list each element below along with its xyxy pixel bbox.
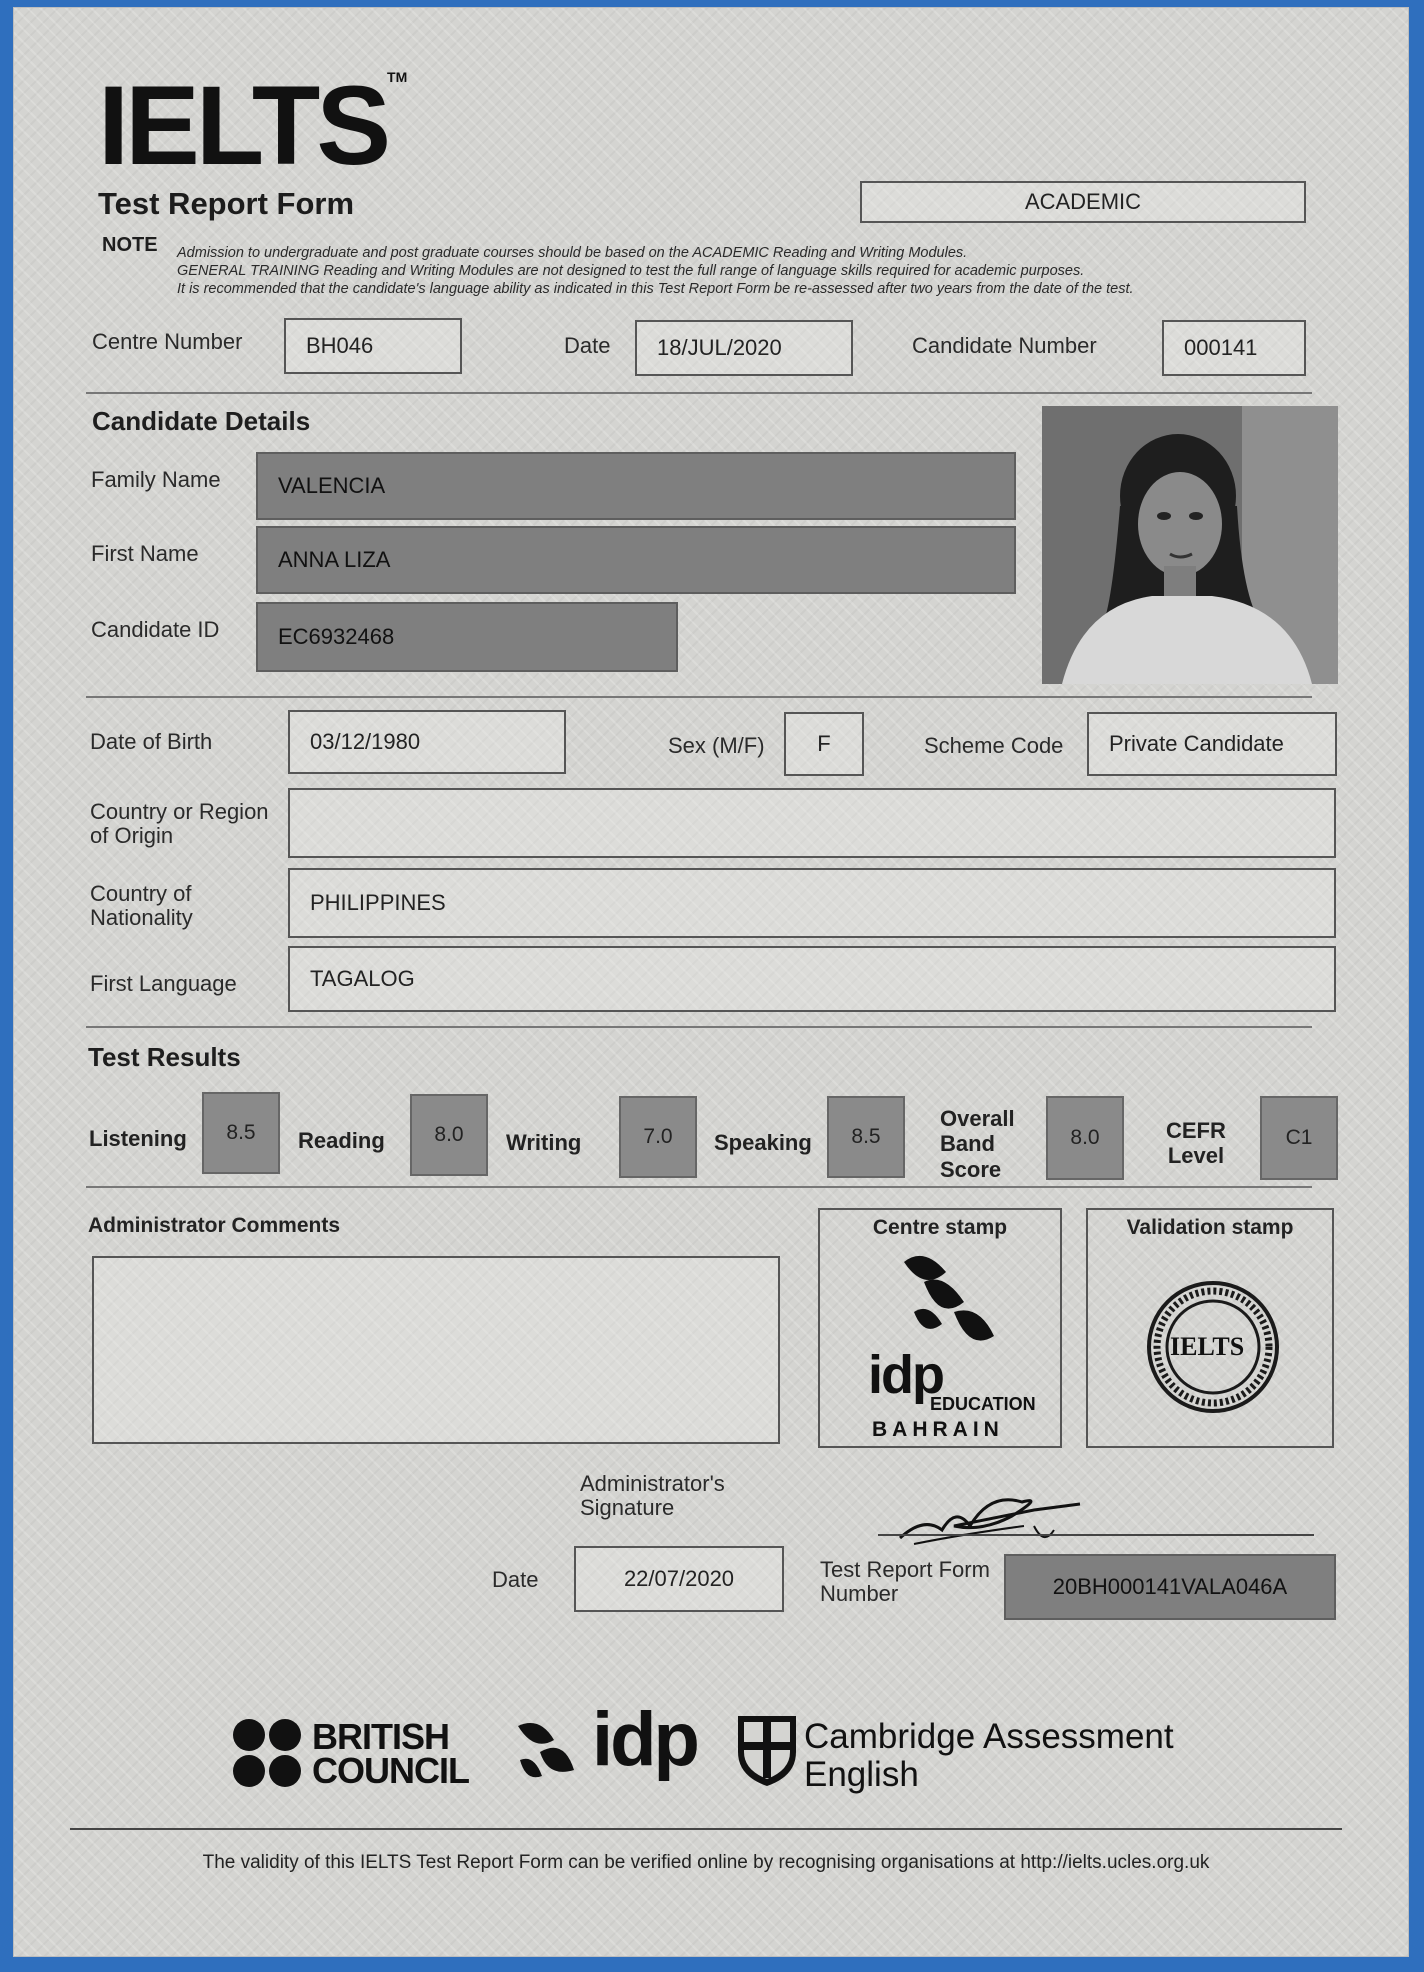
nationality-label — [90, 882, 193, 930]
cambridge-logo-text — [804, 1718, 1174, 1794]
cambridge-line-2: English — [804, 1754, 919, 1794]
origin-label-line-1: Country or Region — [90, 799, 269, 824]
idp-logo-text: idp — [592, 1697, 697, 1782]
origin-label-line-2: of Origin — [90, 823, 174, 849]
writing-label: Writing — [506, 1130, 582, 1155]
admin-signature-icon — [894, 1486, 1094, 1556]
candidate-number-field: 000141 — [1162, 320, 1306, 376]
signature-label-line-2: Signature — [580, 1495, 675, 1521]
divider — [86, 392, 1312, 394]
footer-divider — [70, 1828, 1342, 1830]
listening-score: 8.5 — [202, 1092, 280, 1174]
ielts-logo-text: IELTS — [98, 63, 388, 188]
test-date-field: 18/JUL/2020 — [635, 320, 853, 376]
speaking-label: Speaking — [714, 1130, 812, 1155]
centre-stamp-box — [818, 1208, 1062, 1448]
family-name-field: VALENCIA — [256, 452, 1016, 520]
divider — [86, 696, 1312, 698]
validation-stamp-box — [1086, 1208, 1334, 1448]
bc-line-1: BRITISH — [312, 1716, 449, 1757]
first-language-label: First Language — [90, 971, 237, 996]
origin-label — [90, 800, 269, 848]
ielts-logo — [98, 63, 408, 188]
centre-number-field: BH046 — [284, 318, 462, 374]
reading-score: 8.0 — [410, 1094, 488, 1176]
overall-label-line-3: Score — [940, 1156, 1002, 1182]
candidate-photo — [1042, 406, 1338, 684]
cambridge-crest-icon — [736, 1714, 798, 1788]
divider — [86, 1186, 1312, 1188]
sex-field: F — [784, 712, 864, 776]
validation-stamp-text: IELTS — [1170, 1332, 1245, 1361]
module-field: ACADEMIC — [860, 181, 1306, 223]
trf-number-label — [820, 1558, 990, 1606]
candidate-details-heading: Candidate Details — [92, 406, 311, 436]
listening-label: Listening — [89, 1126, 187, 1151]
trf-number-field: 20BH000141VALA046A — [1004, 1554, 1336, 1620]
first-language-field: TAGALOG — [288, 946, 1336, 1012]
british-council-logo-icon — [232, 1718, 302, 1788]
nationality-label-line-2: Nationality — [90, 905, 193, 931]
test-report-form-sheet — [14, 8, 1408, 1956]
british-council-logo-text — [312, 1716, 469, 1792]
overall-band-label — [940, 1106, 1015, 1182]
bc-line-2: COUNCIL — [312, 1750, 469, 1792]
nationality-label-line-1: Country of — [90, 881, 192, 906]
nationality-field: PHILIPPINES — [288, 868, 1336, 938]
admin-date-field: 22/07/2020 — [574, 1546, 784, 1612]
scheme-code-label: Scheme Code — [924, 733, 1064, 758]
candidate-id-label: Candidate ID — [91, 617, 220, 642]
scheme-code-field: Private Candidate — [1087, 712, 1337, 776]
idp-education-text: EDUCATION — [930, 1394, 1036, 1414]
writing-score: 7.0 — [619, 1096, 697, 1178]
admin-signature-label — [580, 1472, 725, 1520]
signature-label-line-1: Administrator's — [580, 1471, 725, 1496]
idp-stamp-text: idp — [868, 1345, 943, 1405]
note-line-2: GENERAL TRAINING Reading and Writing Modules are not designed to test the full range of language skills required for academic purposes. — [177, 263, 1085, 280]
photo-portrait-icon — [1042, 406, 1338, 684]
dob-field: 03/12/1980 — [288, 710, 566, 774]
admin-comments-label: Administrator Comments — [88, 1214, 341, 1237]
overall-label-line-1: Overall — [940, 1106, 1015, 1131]
idp-logo-icon — [514, 1716, 590, 1792]
family-name-label: Family Name — [91, 467, 221, 492]
test-results-heading: Test Results — [88, 1042, 241, 1072]
note-label: NOTE — [102, 234, 158, 256]
note-line-1: Admission to undergraduate and post graduate courses should be based on the ACADEMIC Reading and Writing Modules. — [177, 245, 968, 261]
reading-label: Reading — [298, 1128, 385, 1153]
sex-label: Sex (M/F) — [668, 733, 765, 758]
note-line-3: It is recommended that the candidate's language ability as indicated in this Test Report Form be re-assessed after two years from the date of the test. — [177, 281, 1134, 298]
candidate-number-label: Candidate Number — [912, 333, 1097, 358]
validation-stamp-label: Validation stamp — [1126, 1216, 1294, 1239]
dob-label: Date of Birth — [90, 729, 213, 754]
speaking-score: 8.5 — [827, 1096, 905, 1178]
note-text — [177, 244, 1317, 298]
page-title: Test Report Form — [98, 186, 355, 221]
cefr-label — [1166, 1118, 1226, 1169]
centre-number-label: Centre Number — [92, 329, 243, 354]
cefr-label-line-1: CEFR — [1166, 1118, 1226, 1143]
admin-date-label: Date — [492, 1567, 539, 1592]
overall-band-score: 8.0 — [1046, 1096, 1124, 1180]
signature-line — [878, 1534, 1314, 1536]
trademark-mark: TM — [387, 69, 408, 85]
idp-country-text: BAHRAIN — [872, 1418, 1004, 1441]
validity-note: The validity of this IELTS Test Report Form can be verified online by recognising organisations at http://ielts.ucles.org.uk — [202, 1852, 1210, 1873]
trf-label-line-2: Number — [820, 1581, 899, 1607]
divider — [86, 1026, 1312, 1028]
cefr-level: C1 — [1260, 1096, 1338, 1180]
candidate-id-field: EC6932468 — [256, 602, 678, 672]
admin-comments-field — [92, 1256, 780, 1444]
cambridge-line-1: Cambridge Assessment — [804, 1717, 1174, 1756]
cefr-label-line-2: Level — [1167, 1143, 1225, 1169]
overall-label-line-2: Band — [940, 1131, 995, 1157]
origin-field — [288, 788, 1336, 858]
centre-stamp-label: Centre stamp — [872, 1216, 1008, 1239]
test-date-label: Date — [564, 333, 611, 358]
first-name-label: First Name — [91, 541, 199, 566]
trf-label-line-1: Test Report Form — [820, 1557, 990, 1582]
first-name-field: ANNA LIZA — [256, 526, 1016, 594]
